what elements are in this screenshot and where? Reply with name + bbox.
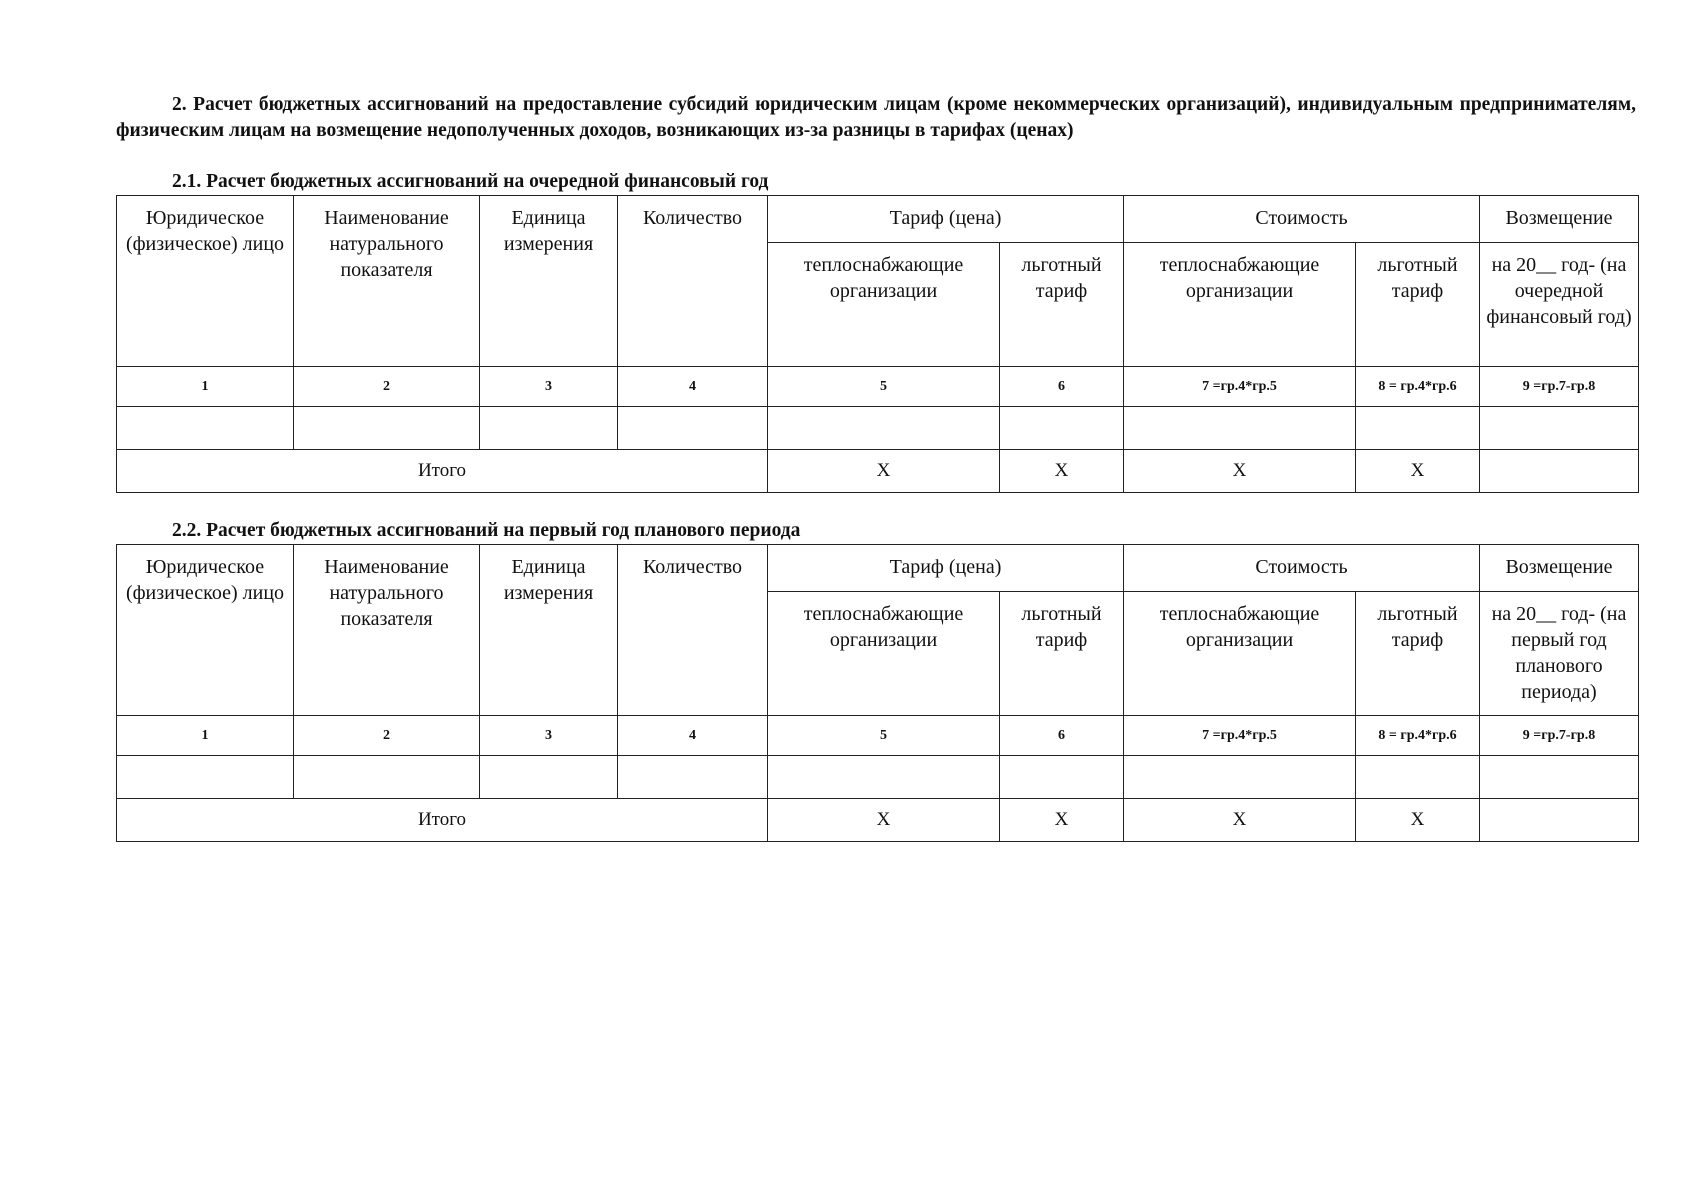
table-cell[interactable] xyxy=(618,407,768,450)
total-mark: Х xyxy=(1124,450,1356,493)
column-number-row xyxy=(117,367,1639,407)
total-compensation-cell[interactable] xyxy=(1480,450,1639,493)
header-unit: Единица измерения xyxy=(480,196,618,367)
total-mark: Х xyxy=(1356,799,1480,842)
header-tariff-supply-orgs: теплоснабжающие организации xyxy=(768,592,1000,716)
total-mark: Х xyxy=(1000,799,1124,842)
total-mark: Х xyxy=(768,450,1000,493)
column-number: 1 xyxy=(117,367,294,407)
total-label: Итого xyxy=(117,450,768,493)
section-title-first-planning-year: 2.2. Расчет бюджетных ассигнований на первый год планового периода xyxy=(172,520,801,541)
table-cell[interactable] xyxy=(1124,407,1356,450)
section-title-current-year: 2.1. Расчет бюджетных ассигнований на очередной финансовый год xyxy=(172,171,769,192)
header-cost-supply-orgs: теплоснабжающие организации xyxy=(1124,243,1356,367)
column-number: 1 xyxy=(117,716,294,756)
header-compensation: Возмещение xyxy=(1480,196,1639,243)
header-compensation: Возмещение xyxy=(1480,545,1639,592)
header-legal-entity: Юридическое (физическое) лицо xyxy=(117,196,294,367)
column-number: 2 xyxy=(294,716,480,756)
header-legal-entity: Юридическое (физическое) лицо xyxy=(117,545,294,716)
header-indicator-name: Наименование натурального показателя xyxy=(294,196,480,367)
column-number: 7 =гр.4*гр.5 xyxy=(1124,367,1356,407)
table-cell[interactable] xyxy=(618,756,768,799)
calculation-table-first-planning-year xyxy=(116,544,1639,842)
column-number-row xyxy=(117,716,1639,756)
table-cell[interactable] xyxy=(117,756,294,799)
table-cell[interactable] xyxy=(1000,407,1124,450)
column-number: 6 xyxy=(1000,367,1124,407)
column-number: 8 = гр.4*гр.6 xyxy=(1356,716,1480,756)
column-number: 6 xyxy=(1000,716,1124,756)
header-cost-benefit: льготный тариф xyxy=(1356,592,1480,716)
document-heading: 2. Расчет бюджетных ассигнований на предоставление субсидий юридическим лицам (кроме некоммерческих организаций), индивидуальным предпринимателям, физическим лицам на возмещение недополученных доходов, возникающих из-за разницы в тарифах (ценах) xyxy=(116,94,1636,141)
table-cell[interactable] xyxy=(1124,756,1356,799)
header-cost: Стоимость xyxy=(1124,196,1480,243)
total-label: Итого xyxy=(117,799,768,842)
table-cell[interactable] xyxy=(294,756,480,799)
header-quantity: Количество xyxy=(618,545,768,716)
table-cell[interactable] xyxy=(294,407,480,450)
table-cell[interactable] xyxy=(1000,756,1124,799)
column-number: 4 xyxy=(618,367,768,407)
calculation-table-current-year xyxy=(116,195,1639,493)
column-number: 3 xyxy=(480,367,618,407)
column-number: 7 =гр.4*гр.5 xyxy=(1124,716,1356,756)
total-row xyxy=(117,450,1639,493)
table-cell[interactable] xyxy=(768,407,1000,450)
header-unit: Единица измерения xyxy=(480,545,618,716)
header-tariff: Тариф (цена) xyxy=(768,545,1124,592)
table-cell[interactable] xyxy=(1356,756,1480,799)
column-number: 2 xyxy=(294,367,480,407)
column-number: 3 xyxy=(480,716,618,756)
header-tariff-benefit: льготный тариф xyxy=(1000,592,1124,716)
column-number: 4 xyxy=(618,716,768,756)
column-number: 8 = гр.4*гр.6 xyxy=(1356,367,1480,407)
table-cell[interactable] xyxy=(480,407,618,450)
total-mark: Х xyxy=(1000,450,1124,493)
header-quantity: Количество xyxy=(618,196,768,367)
table-cell[interactable] xyxy=(768,756,1000,799)
total-row xyxy=(117,799,1639,842)
table-cell[interactable] xyxy=(1356,407,1480,450)
header-tariff-supply-orgs: теплоснабжающие организации xyxy=(768,243,1000,367)
table-row xyxy=(117,756,1639,799)
header-cost-benefit: льготный тариф xyxy=(1356,243,1480,367)
total-mark: Х xyxy=(1124,799,1356,842)
header-tariff: Тариф (цена) xyxy=(768,196,1124,243)
table-row xyxy=(117,407,1639,450)
total-mark: Х xyxy=(768,799,1000,842)
column-number: 5 xyxy=(768,367,1000,407)
header-cost: Стоимость xyxy=(1124,545,1480,592)
header-tariff-benefit: льготный тариф xyxy=(1000,243,1124,367)
header-indicator-name: Наименование натурального показателя xyxy=(294,545,480,716)
header-compensation-year: на 20__ год- (на первый год планового периода) xyxy=(1480,592,1639,716)
column-number: 9 =гр.7-гр.8 xyxy=(1480,716,1639,756)
total-compensation-cell[interactable] xyxy=(1480,799,1639,842)
column-number: 5 xyxy=(768,716,1000,756)
table-cell[interactable] xyxy=(480,756,618,799)
table-cell[interactable] xyxy=(1480,407,1639,450)
total-mark: Х xyxy=(1356,450,1480,493)
header-compensation-year: на 20__ год- (на очередной финансовый год) xyxy=(1480,243,1639,367)
column-number: 9 =гр.7-гр.8 xyxy=(1480,367,1639,407)
table-cell[interactable] xyxy=(1480,756,1639,799)
table-cell[interactable] xyxy=(117,407,294,450)
header-cost-supply-orgs: теплоснабжающие организации xyxy=(1124,592,1356,716)
